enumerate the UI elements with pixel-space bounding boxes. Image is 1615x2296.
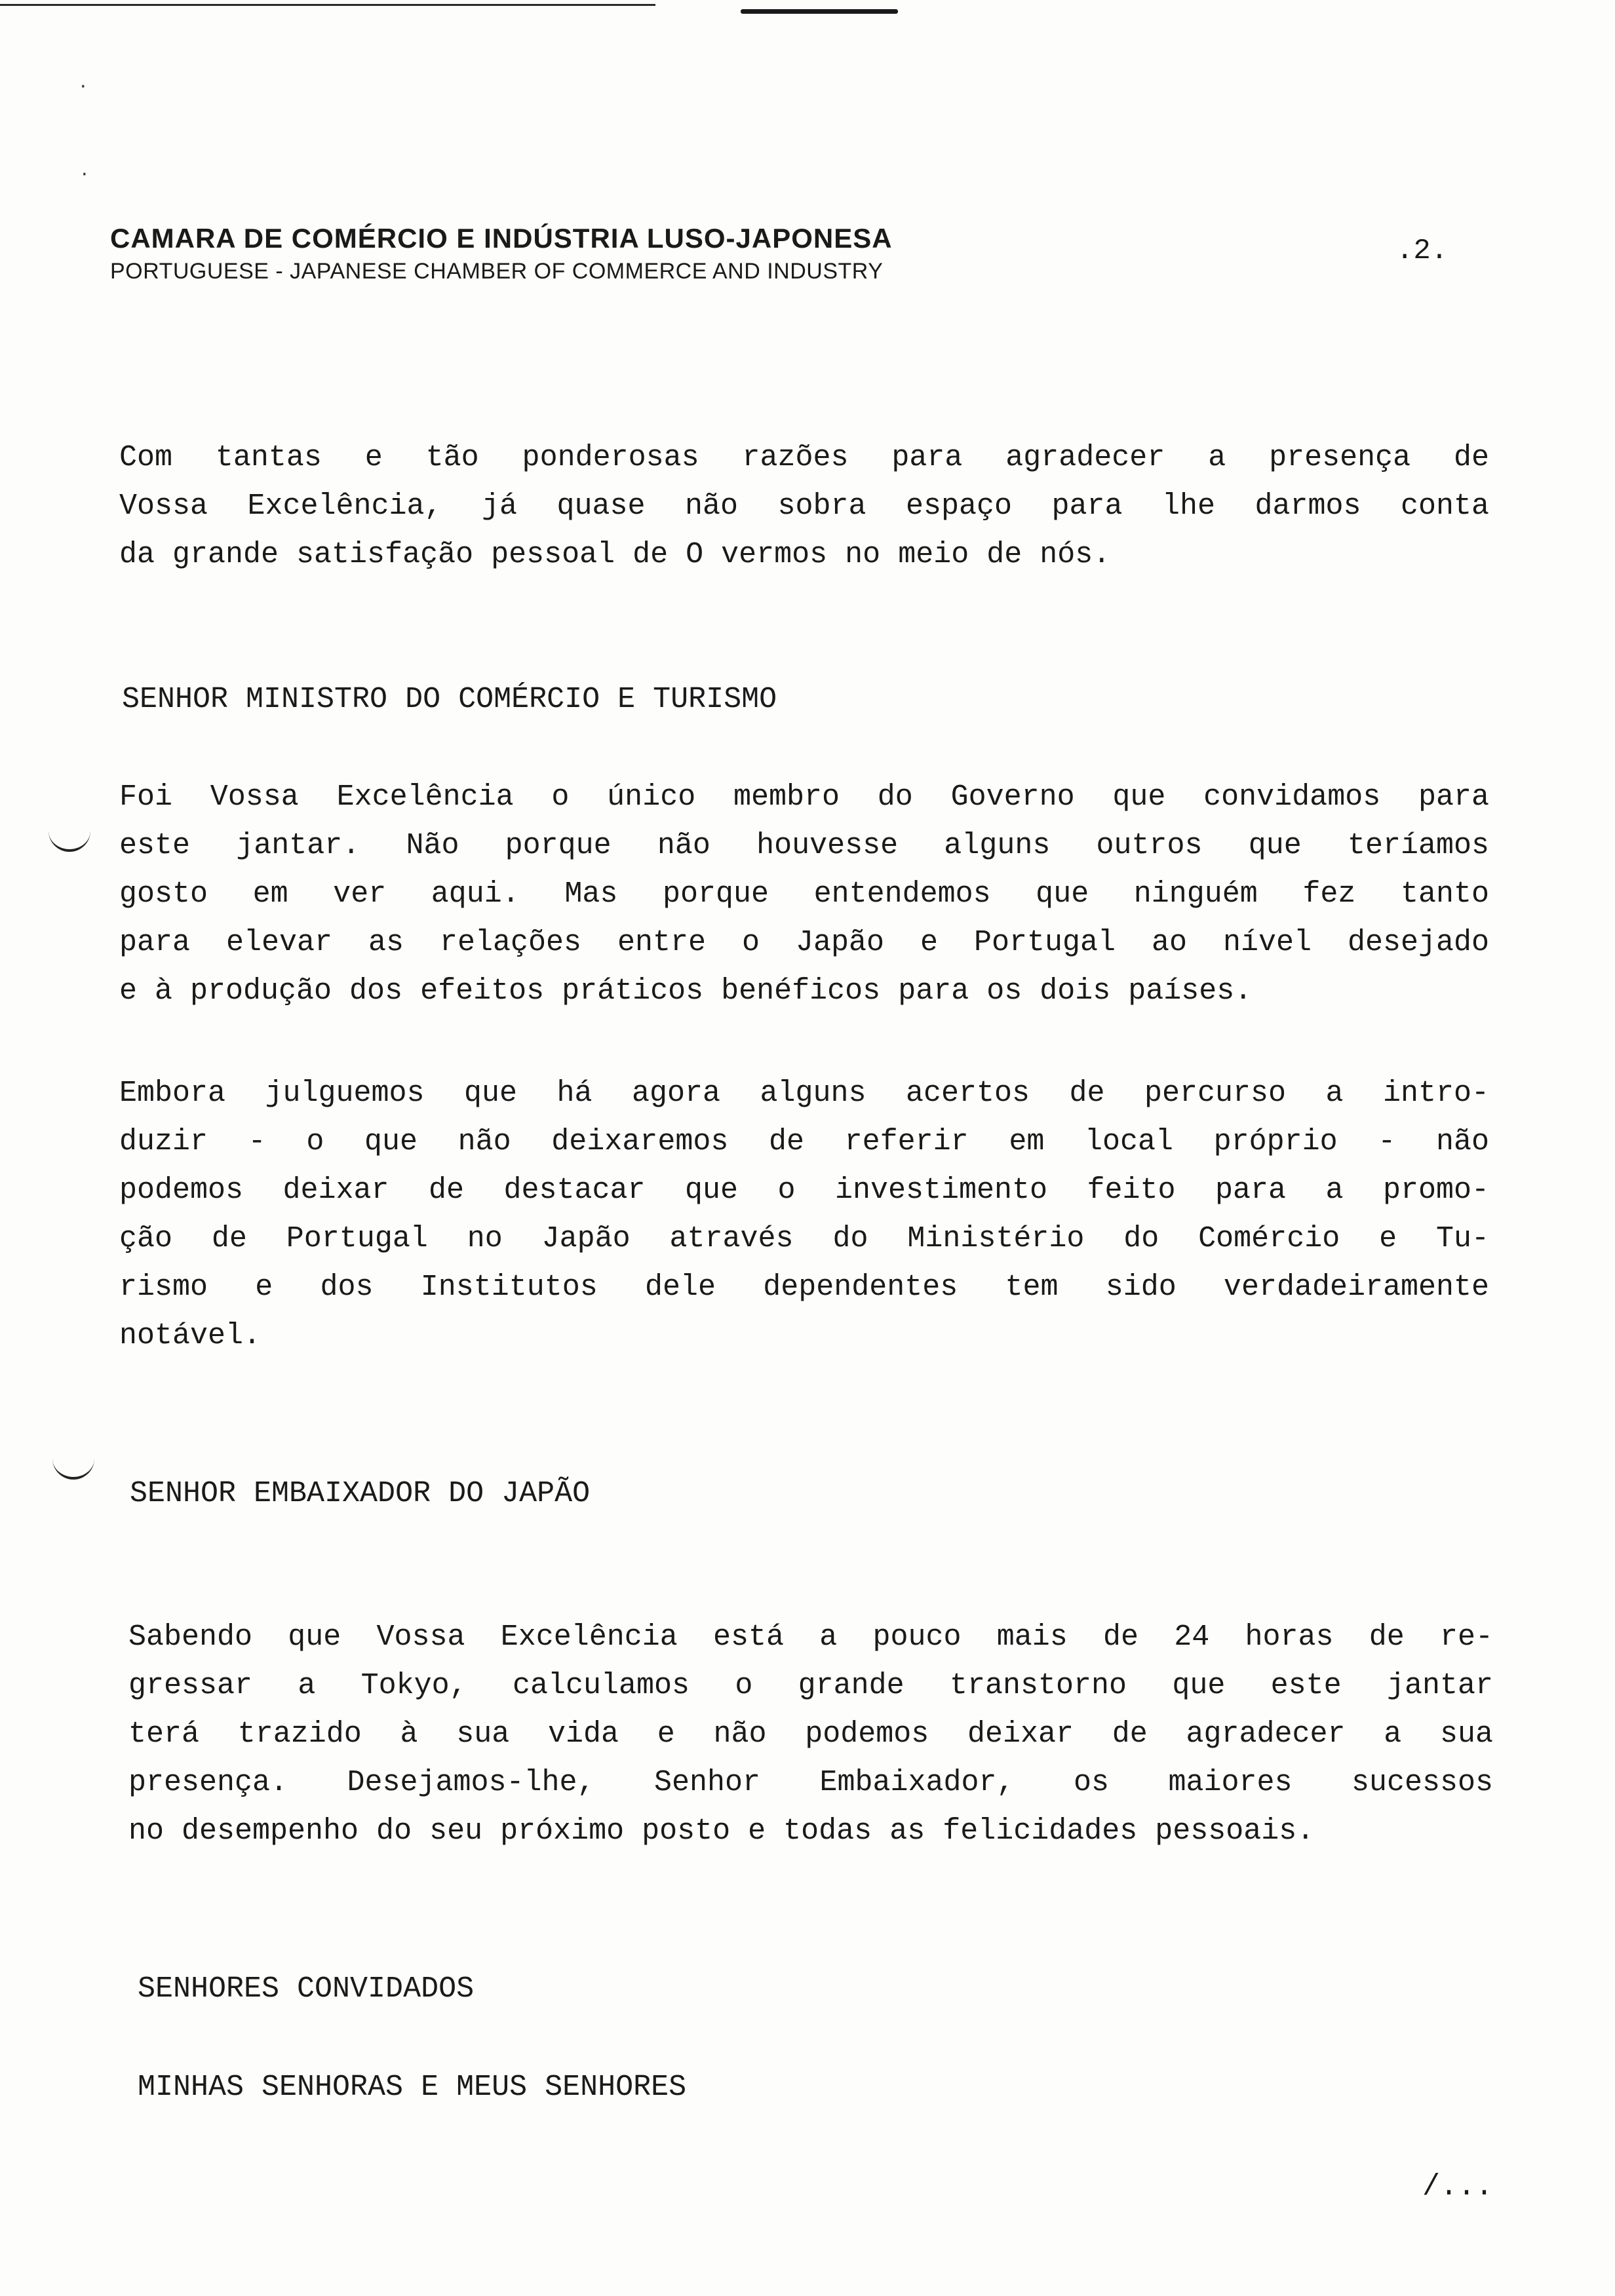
text-line: duzir - o que não deixaremos de referir em local próprio - não	[119, 1125, 1489, 1158]
letterhead-title: CAMARA DE COMÉRCIO E INDÚSTRIA LUSO-JAPONESA	[110, 223, 893, 254]
top-rule-mark	[741, 9, 898, 14]
heading-ladies-gentlemen: MINHAS SENHORAS E MEUS SENHORES	[138, 2071, 687, 2104]
heading-ambassador: SENHOR EMBAIXADOR DO JAPÃO	[130, 1477, 591, 1510]
text-line: este jantar. Não porque não houvesse alguns outros que teríamos	[119, 829, 1489, 862]
text-line: Embora julguemos que há agora alguns acertos de percurso a intro-	[119, 1077, 1489, 1110]
scan-speck: ·	[80, 75, 87, 98]
text-line: Com tantas e tão ponderosas razões para agradecer a presença de	[119, 441, 1489, 474]
margin-check-mark	[49, 827, 90, 852]
text-line: terá trazido à sua vida e não podemos deixar de agradecer a sua	[128, 1717, 1493, 1751]
text-line: presença. Desejamos-lhe, Senhor Embaixador, os maiores sucessos	[128, 1766, 1493, 1799]
text-line: Sabendo que Vossa Excelência está a pouco mais de 24 horas de re-	[128, 1620, 1493, 1654]
paragraph-opening	[119, 434, 1489, 579]
text-line: para elevar as relações entre o Japão e Portugal ao nível desejado	[119, 926, 1489, 959]
text-line: e à produção dos efeitos práticos benéficos para os dois países.	[119, 974, 1253, 1008]
text-line: gressar a Tokyo, calculamos o grande transtorno que este jantar	[128, 1669, 1493, 1702]
scan-speck: ·	[81, 163, 88, 186]
heading-guests: SENHORES CONVIDADOS	[138, 1972, 475, 2006]
paragraph-investment	[119, 1069, 1489, 1360]
text-line: rismo e dos Institutos dele dependentes tem sido verdadeiramente	[119, 1271, 1489, 1304]
paragraph-ambassador	[128, 1613, 1493, 1856]
letterhead	[110, 220, 1355, 286]
top-rule	[0, 4, 655, 6]
paragraph-minister	[119, 773, 1489, 1016]
letterhead-subtitle: PORTUGUESE - JAPANESE CHAMBER OF COMMERCE AND INDUSTRY	[110, 259, 884, 284]
text-line: gosto em ver aqui. Mas porque entendemos que ninguém fez tanto	[119, 877, 1489, 911]
margin-check-mark	[52, 1455, 94, 1480]
text-line: Foi Vossa Excelência o único membro do Governo que convidamos para	[119, 780, 1489, 814]
text-line: notável.	[119, 1319, 262, 1352]
text-line: podemos deixar de destacar que o investimento feito para a promo-	[119, 1174, 1489, 1207]
text-line: da grande satisfação pessoal de O vermos no meio de nós.	[119, 538, 1111, 571]
text-line: no desempenho do seu próximo posto e todas as felicidades pessoais.	[128, 1814, 1315, 1848]
page-number: .2.	[1396, 235, 1449, 267]
continuation-mark: /...	[1422, 2170, 1494, 2204]
text-line: Vossa Excelência, já quase não sobra espaço para lhe darmos conta	[119, 489, 1489, 523]
text-line: ção de Portugal no Japão através do Ministério do Comércio e Tu-	[119, 1222, 1489, 1255]
heading-minister: SENHOR MINISTRO DO COMÉRCIO E TURISMO	[122, 683, 777, 716]
